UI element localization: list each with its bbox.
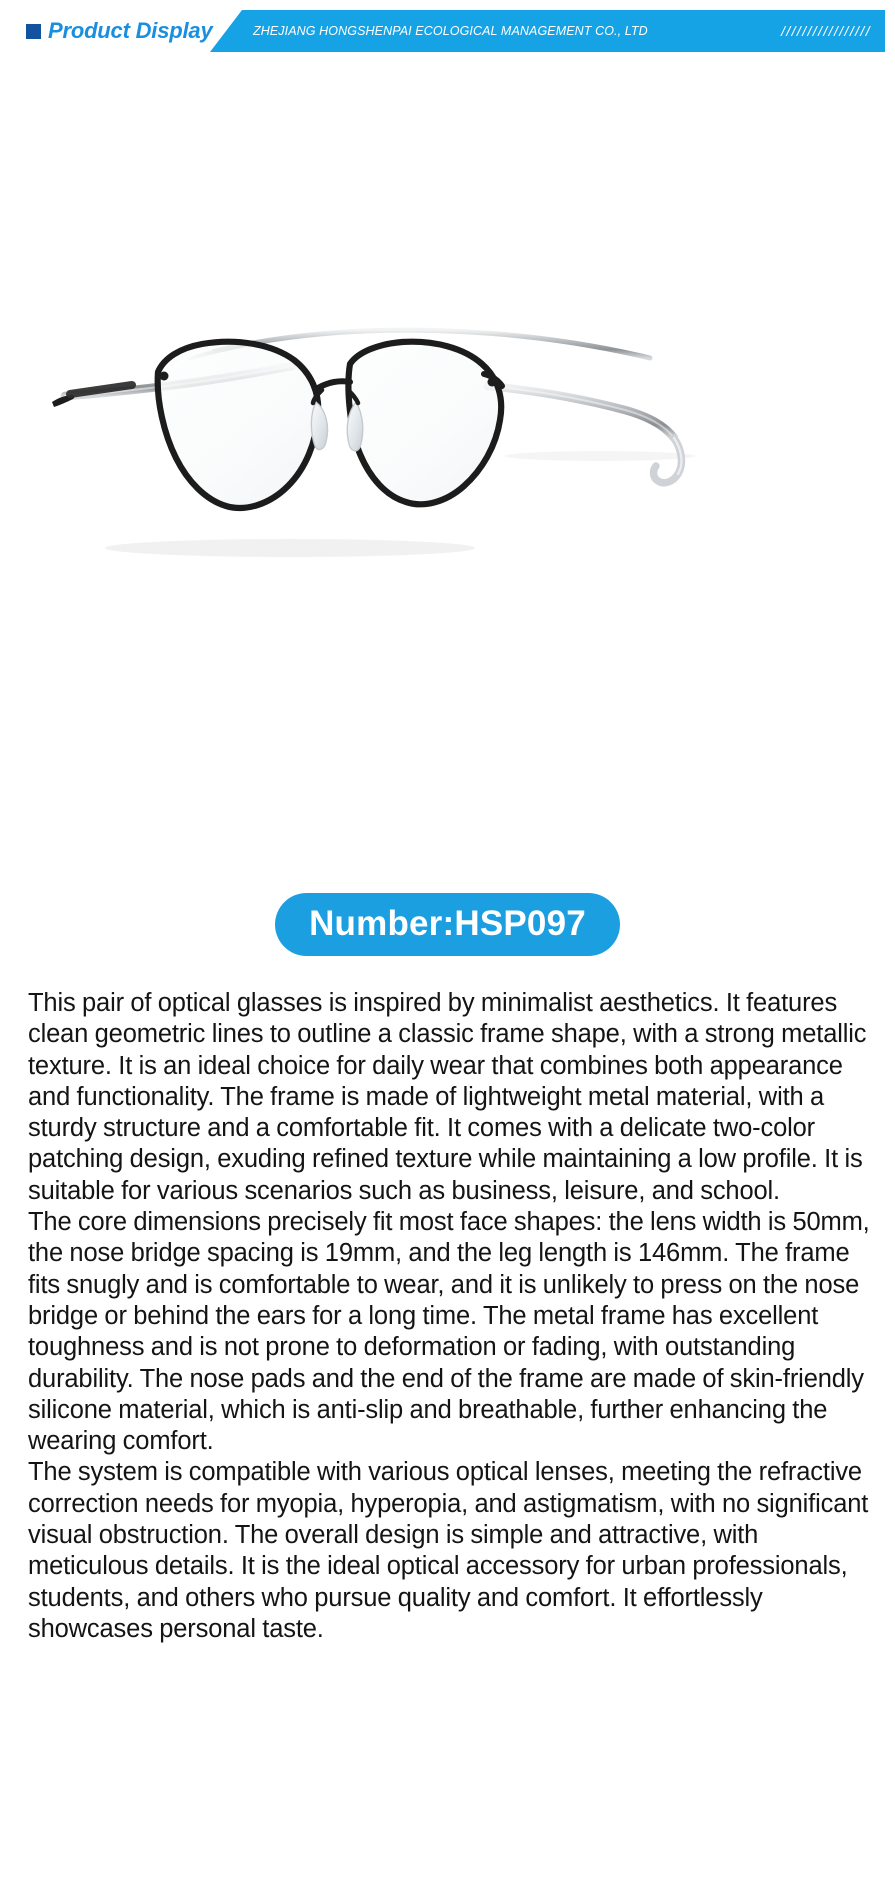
number-badge: Number:HSP097 bbox=[275, 893, 620, 956]
number-badge-row bbox=[0, 893, 895, 956]
left-lens bbox=[158, 342, 319, 508]
description-paragraph-2: The core dimensions precisely fit most face shapes: the lens width is 50mm, the nose bridge spacing is 19mm, and the leg length is 146mm. The frame fits snugly and is comfortable to wear, and it is unlikely to press on the nose bridge or behind the ears for a long time. The metal frame has excellent toughness and is not prone to deformation or fading, with outstanding durability. The nose pads and the end of the frame are made of skin-friendly silicone material, which is anti-slip and breathable, further enhancing the wearing comfort. bbox=[28, 1208, 870, 1456]
description-paragraph-3: The system is compatible with various optical lenses, meeting the refractive correction needs for myopia, hyperopia, and astigmatism, with no significant visual obstruction. The overall design is simple and attractive, with meticulous details. It is the ideal optical accessory for urban professionals, students, and others who pursue quality and comfort. It effortlessly showcases personal taste. bbox=[28, 1458, 869, 1643]
square-bullet-icon bbox=[26, 24, 41, 39]
left-hinge bbox=[160, 372, 169, 381]
description-paragraph-1: This pair of optical glasses is inspired by minimalist aesthetics. It features clean geometric lines to outline a classic frame shape, with a strong metallic texture. It is an ideal choice for daily wear that combines both appearance and functionality. The frame is made of lightweight metal material, with a sturdy structure and a comfortable fit. It comes with a delicate two-color patching design, exuding refined texture while maintaining a low profile. It is suitable for various scenarios such as business, leisure, and school. bbox=[28, 989, 867, 1205]
nose-bridge bbox=[318, 381, 350, 388]
product-shadow-right bbox=[505, 451, 695, 461]
company-name: ZHEJIANG HONGSHENPAI ECOLOGICAL MANAGEMENT CO., LTD bbox=[253, 24, 648, 38]
product-description bbox=[28, 988, 873, 1645]
header-banner bbox=[10, 10, 885, 52]
header-tab bbox=[10, 10, 212, 52]
right-temple-arm bbox=[488, 386, 674, 438]
glasses-product-image bbox=[40, 290, 740, 580]
header-tab-label: Product Display bbox=[48, 18, 213, 43]
product-image-area bbox=[0, 60, 895, 870]
right-lens bbox=[348, 342, 501, 505]
slash-decoration: ///////////////// bbox=[781, 23, 871, 39]
left-nose-pad bbox=[311, 402, 327, 449]
product-shadow bbox=[105, 539, 475, 557]
